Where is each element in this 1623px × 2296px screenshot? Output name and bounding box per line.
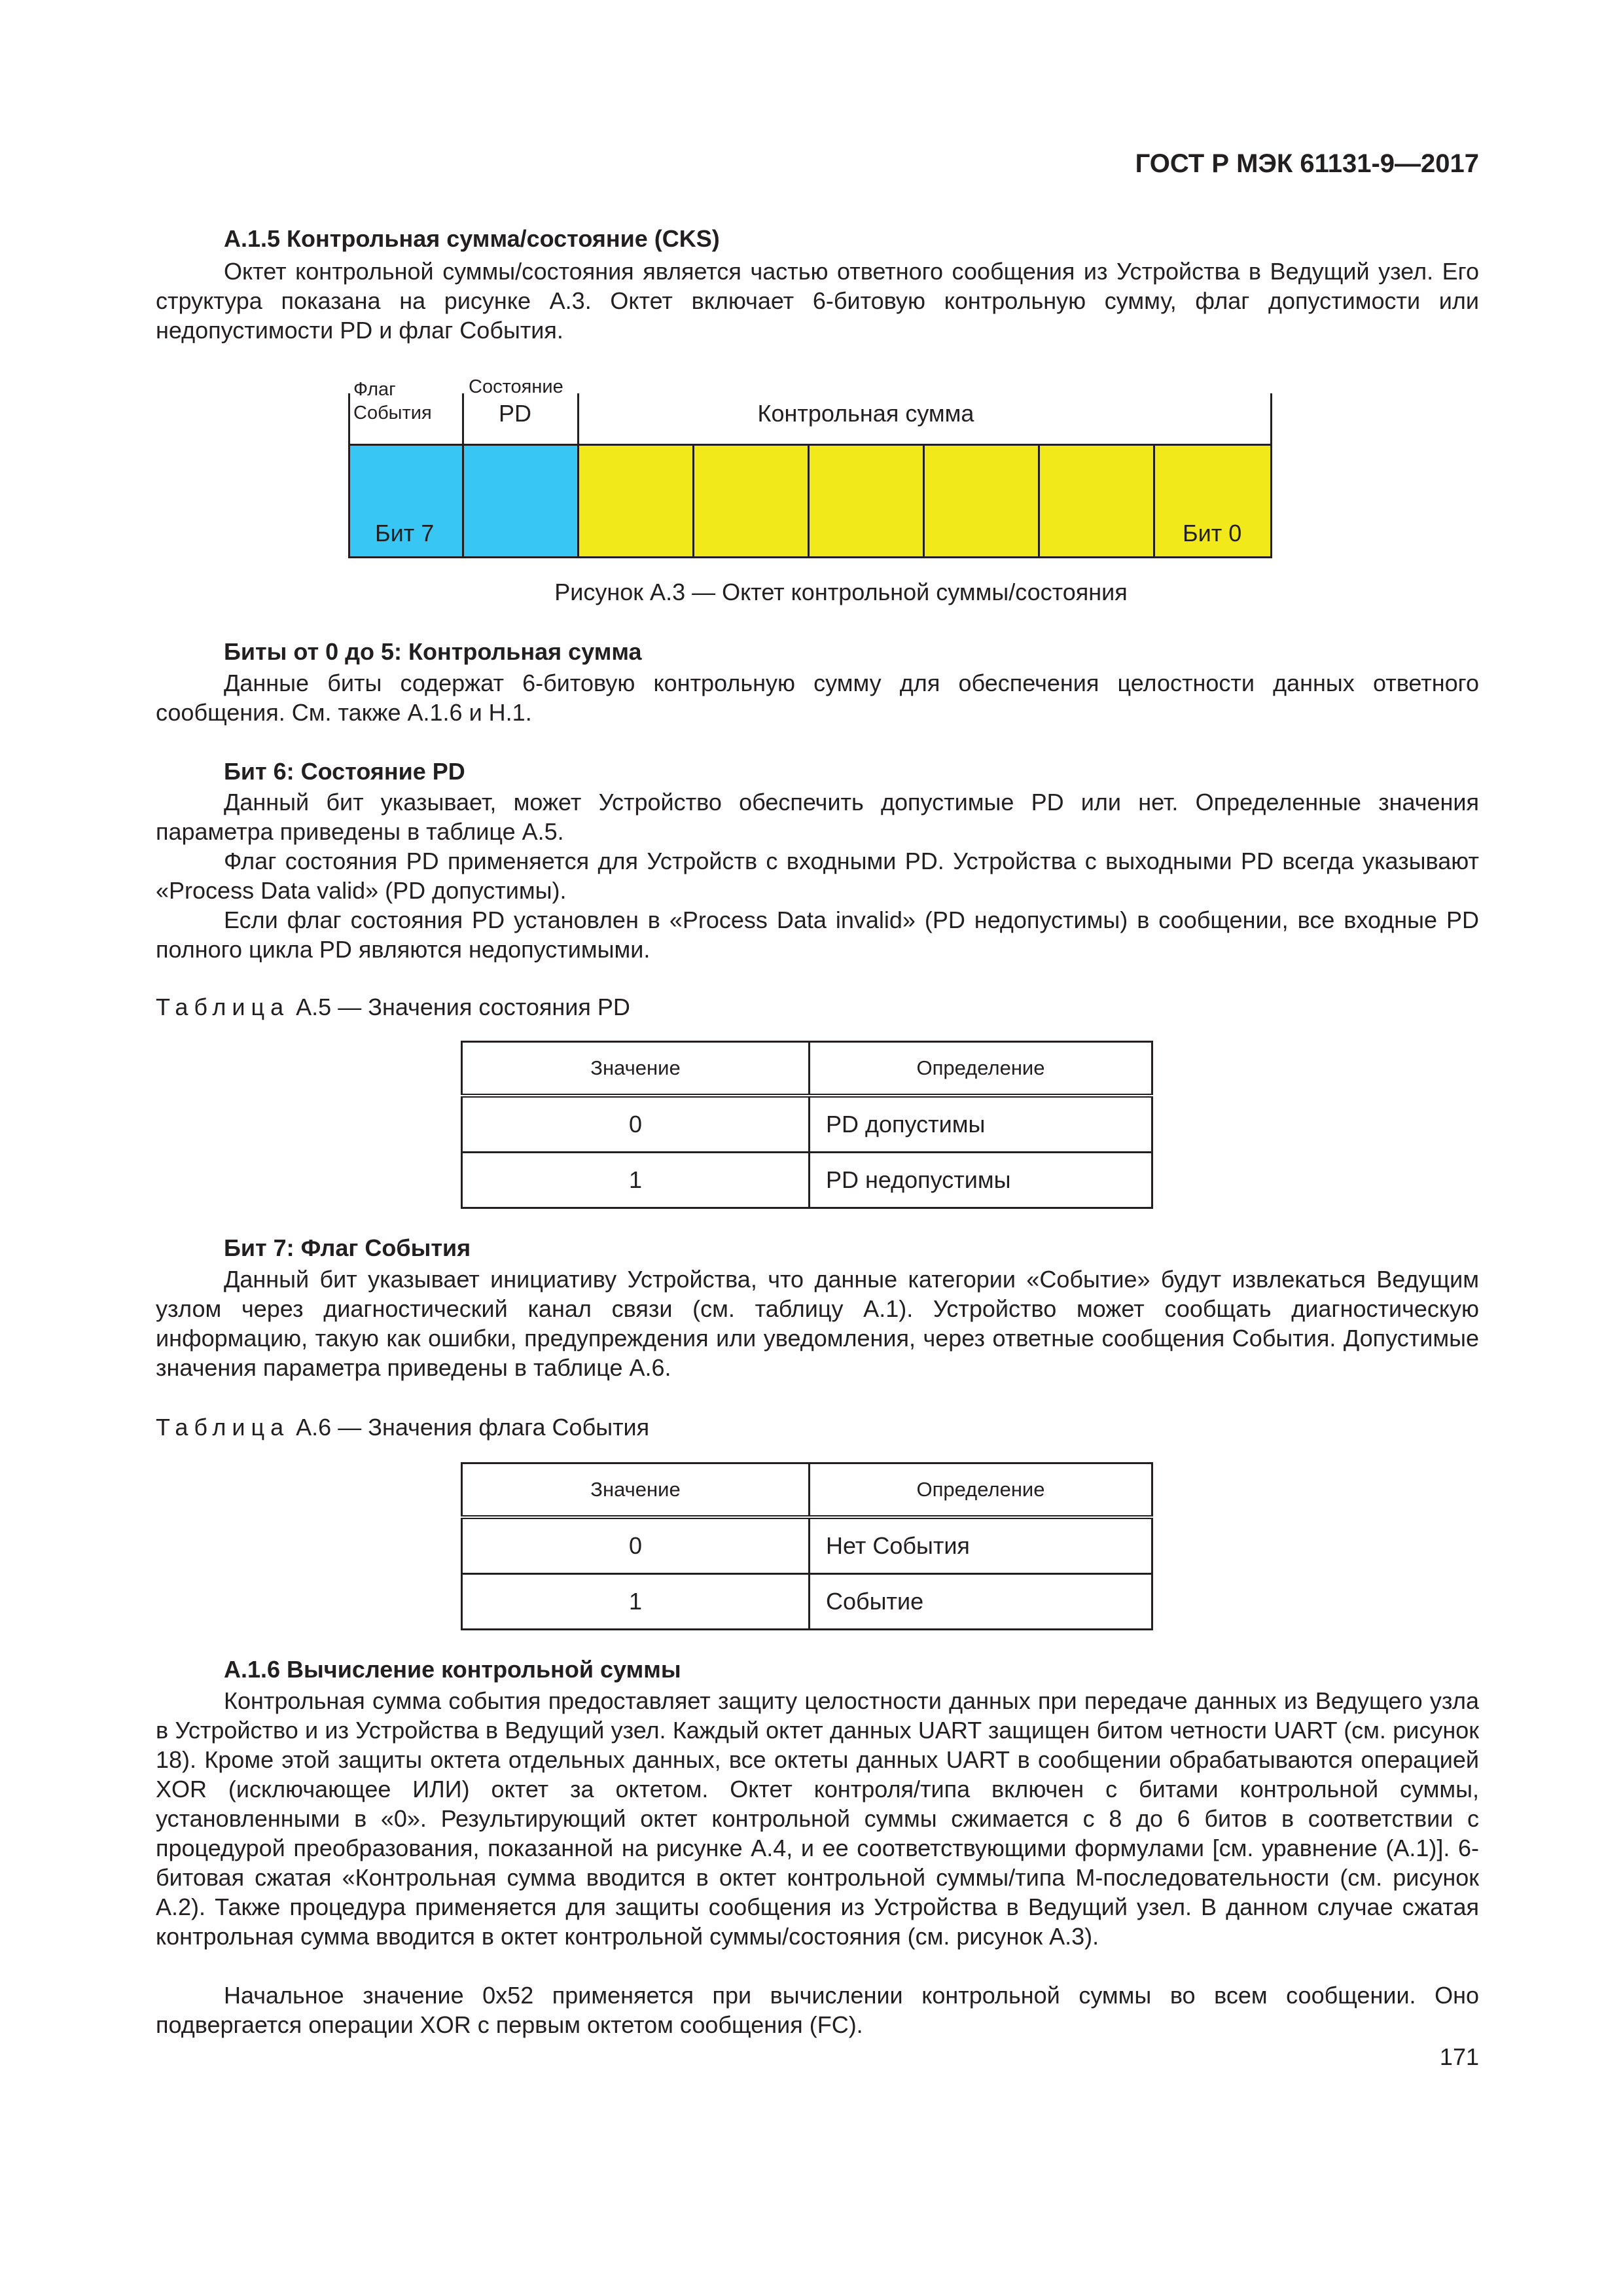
page-number: 171 — [1439, 2043, 1479, 2070]
bit-4-checksum — [694, 446, 810, 556]
bit-7-text: Данный бит указывает инициативу Устройства, что данные категории «Событие» будут извлекаться Ведущим узлом через диагностический канал связи (см. таблицу А.1). Устройство может сообщать диагностическую информацию, такую как ошибки, предупреждения или уведомления, через ответные сообщения События. Допустимые значения параметра приведены в таблице А.6. — [156, 1266, 1479, 1381]
table-a6 — [461, 1462, 1153, 1630]
bit-6-heading: Бит 6: Состояние PD — [224, 758, 465, 785]
bit-0-checksum — [1155, 446, 1270, 556]
label-event-flag-line2: События — [353, 403, 432, 423]
bit-2-checksum — [925, 446, 1040, 556]
cell-value: 1 — [462, 1153, 810, 1208]
section-a15-heading: А.1.5 Контрольная сумма/состояние (CKS) — [224, 225, 720, 252]
table-a6-title: А.6 — Значения флага События — [296, 1414, 650, 1441]
table-a6-label: Таблица — [156, 1414, 290, 1441]
cell-value: 0 — [462, 1517, 810, 1574]
bit-7-heading: Бит 7: Флаг События — [224, 1234, 471, 1261]
section-a16-paragraph-1 — [156, 1686, 1479, 1951]
cell-definition: PD недопустимы — [810, 1153, 1152, 1208]
table-a5-title: А.5 — Значения состояния PD — [296, 994, 630, 1020]
table-a5 — [461, 1041, 1153, 1209]
table-a5-caption — [156, 994, 630, 1021]
cell-definition: Нет События — [810, 1517, 1152, 1574]
label-divider-1 — [462, 393, 464, 446]
bit-6-text-2: Флаг состояния PD применяется для Устройств с входными PD. Устройства с выходными PD всегда указывают «Process Data valid» (PD допустимы). — [156, 848, 1479, 904]
section-a16-heading: А.1.6 Вычисление контрольной суммы — [224, 1656, 681, 1683]
table-header-row — [462, 1463, 1152, 1518]
section-a15-text: Октет контрольной суммы/состояния является частью ответного сообщения из Устройства в Ведущий узел. Его структура показана на рисунке А.3. Октет включает 6-битовую контрольную сумму, флаг допустимости или недопустимости PD и флаг События. — [156, 258, 1479, 344]
table-row — [462, 1574, 1152, 1630]
label-checksum: Контрольная сумма — [757, 400, 974, 427]
bit-row — [348, 444, 1272, 558]
bit-6-paragraph-3 — [156, 905, 1479, 964]
column-header-value: Значение — [462, 1463, 810, 1518]
column-header-value: Значение — [462, 1042, 810, 1096]
bit-6-text-3: Если флаг состояния PD установлен в «Process Data invalid» (PD недопустимы) в сообщении, все входные PD полного цикла PD являются недопустимыми. — [156, 906, 1479, 963]
cell-value: 0 — [462, 1096, 810, 1153]
bits-0-5-paragraph — [156, 668, 1479, 727]
bit-6-paragraph-2 — [156, 846, 1479, 905]
table-row — [462, 1096, 1152, 1153]
bit-6-text-1: Данный бит указывает, может Устройство обеспечить допустимые PD или нет. Определенные значения параметра приведены в таблице А.5. — [156, 789, 1479, 845]
label-pd-status-line2: PD — [499, 400, 532, 427]
cell-definition: PD допустимы — [810, 1096, 1152, 1153]
bit0-label: Бит 0 — [1183, 520, 1242, 547]
column-header-definition: Определение — [810, 1463, 1152, 1518]
table-row — [462, 1517, 1152, 1574]
figure-a3-octet-diagram — [348, 376, 1272, 558]
label-divider-2 — [577, 393, 579, 446]
bits-0-5-text: Данные биты содержат 6-битовую контрольную сумму для обеспечения целостности данных ответного сообщения. См. также А.1.6 и Н.1. — [156, 670, 1479, 726]
section-a16-text-2: Начальное значение 0x52 применяется при вычислении контрольной суммы во всем сообщении. Оно подвергается операции XOR с первым октетом сообщения (FC). — [156, 1982, 1479, 2038]
bit-6-paragraph-1 — [156, 787, 1479, 846]
bit-3-checksum — [810, 446, 925, 556]
bit-7-paragraph — [156, 1265, 1479, 1382]
section-a15-paragraph — [156, 257, 1479, 345]
bits-0-5-heading: Биты от 0 до 5: Контрольная сумма — [224, 638, 642, 665]
cell-value: 1 — [462, 1574, 810, 1630]
bit-7-event-flag — [350, 446, 464, 556]
column-header-definition: Определение — [810, 1042, 1152, 1096]
table-a5-label: Таблица — [156, 994, 290, 1020]
label-pd-status-line1: Состояние — [469, 376, 563, 397]
bit-1-checksum — [1040, 446, 1155, 556]
section-a16-text-1: Контрольная сумма события предоставляет защиту целостности данных при передаче данных из Ведущего узла в Устройство и из Устройства в Ведущий узел. Каждый октет данных UART защищен битом четности UART (см. рисунок 18). Кроме этой защиты октета отдельных данных, все октеты данных UART в сообщении обрабатываются операцией XOR (исключающее ИЛИ) октет за октетом. Октет контроля/типа включен с битами контрольной суммы, установленными в «0». Результирующий октет контрольной суммы сжимается с 8 до 6 битов в соответствии с процедурой преобразования, показанной на рисунке А.4, и ее соответствующими формулами [см. уравнение (А.1)]. 6-битовая сжатая «Контрольная сумма вводится в октет контрольной суммы/типа М-последовательности (см. рисунок А.2). Также процедура применяется для защиты сообщения из Устройства в Ведущий узел. В данном случае сжатая контрольная сумма вводится в октет контрольной суммы/состояния (см. рисунок А.3). — [156, 1687, 1479, 1950]
table-row — [462, 1153, 1152, 1208]
table-header-row — [462, 1042, 1152, 1096]
bit-6-pd-status — [464, 446, 579, 556]
bit7-label: Бит 7 — [375, 520, 435, 547]
cell-definition: Событие — [810, 1574, 1152, 1630]
document-header: ГОСТ Р МЭК 61131-9—2017 — [1135, 149, 1479, 178]
figure-a3-caption: Рисунок А.3 — Октет контрольной суммы/состояния — [554, 579, 1128, 605]
bit-5-checksum — [579, 446, 694, 556]
label-event-flag-line1: Флаг — [353, 379, 396, 400]
table-a6-caption — [156, 1414, 649, 1441]
section-a16-paragraph-2 — [156, 1981, 1479, 2039]
